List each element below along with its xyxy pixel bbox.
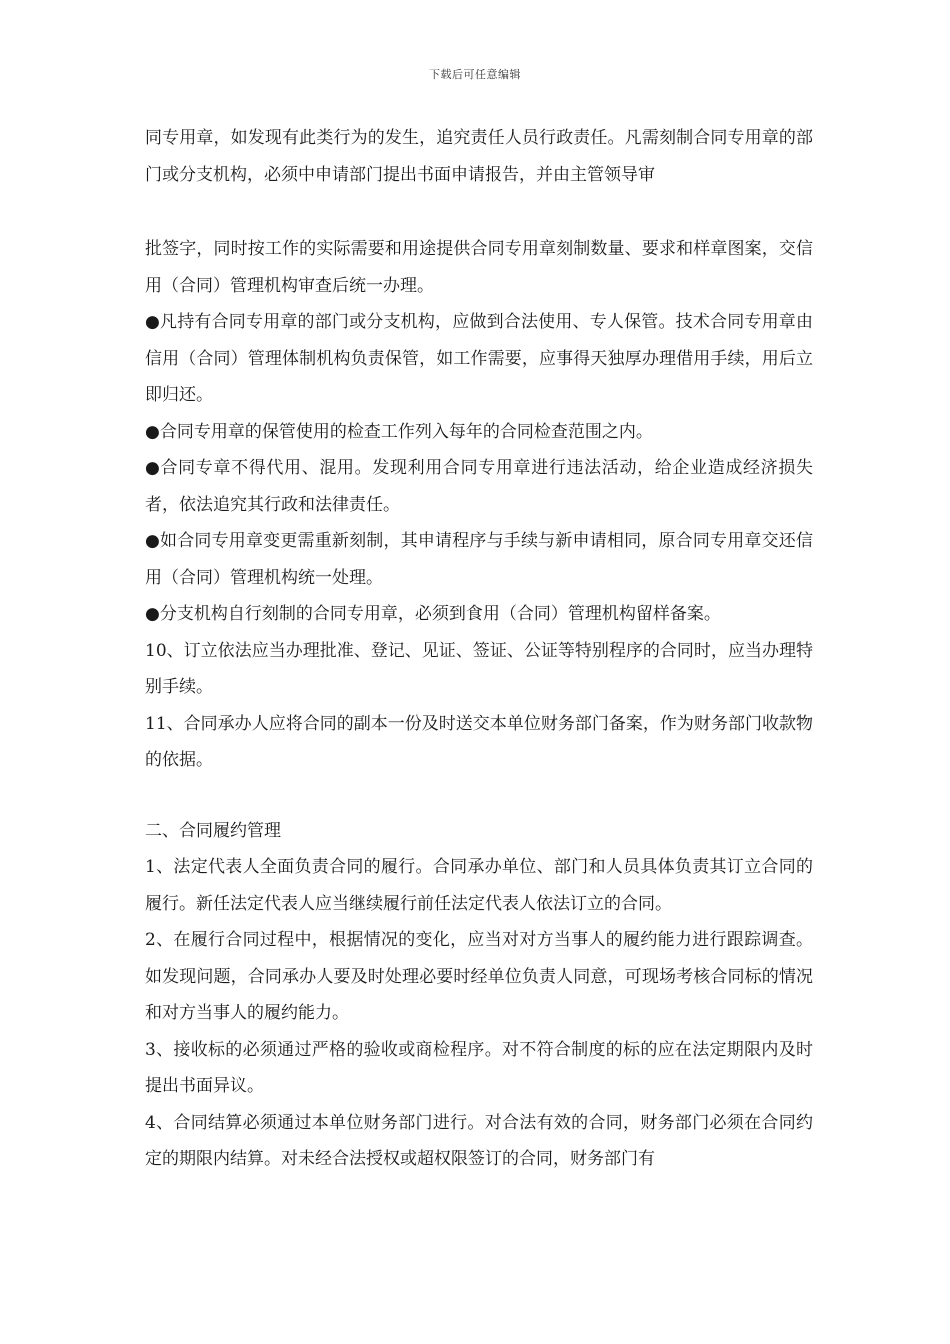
- bullet-seal-inspection: ●合同专用章的保管使用的检查工作列入每年的合同检查范围之内。: [145, 421, 653, 442]
- document-body: [145, 120, 813, 1178]
- paragraph-gap: [145, 193, 813, 231]
- paragraph-seal-approval: 批签字，同时按工作的实际需要和用途提供合同专用章刻制数量、要求和样章图案，交信用（合同）管理机构审查后统一办理。: [145, 239, 813, 296]
- item-10-special-procedure: 10、订立依法应当办理批准、登记、见证、签证、公证等特别程序的合同时，应当办理特别手续。: [145, 640, 813, 697]
- paragraph-seal-responsibility: 同专用章，如发现有此类行为的发生，追究责任人员行政责任。凡需刻制合同专用章的部门或分支机构，必须中申请部门提出书面申请报告，并由主管领导审: [145, 128, 813, 185]
- section-gap: [145, 779, 813, 813]
- bullet-seal-change: ●如合同专用章变更需重新刻制，其申请程序与手续与新申请相同，原合同专用章交还信用（合同）管理机构统一处理。: [145, 531, 813, 588]
- section-heading-performance: 二、合同履约管理: [145, 820, 281, 841]
- item-1-legal-representative: 1、法定代表人全面负责合同的履行。合同承办单位、部门和人员具体负责其订立合同的履行。新任法定代表人应当继续履行前任法定代表人依法订立的合同。: [145, 857, 813, 914]
- item-4-settlement: 4、合同结算必须通过本单位财务部门进行。对合法有效的合同，财务部门必须在合同约定的期限内结算。对未经合法授权或超权限签订的合同，财务部门有: [145, 1112, 813, 1169]
- bullet-seal-filing: ●分支机构自行刻制的合同专用章，必须到食用（合同）管理机构留样备案。: [145, 604, 721, 624]
- item-3-acceptance: 3、接收标的必须通过严格的验收或商检程序。对不符合制度的标的应在法定期限内及时提出书面异议。: [145, 1039, 813, 1096]
- bullet-seal-custody: ●凡持有合同专用章的部门或分支机构，应做到合法使用、专人保管。技术合同专用章由信用（合同）管理体制机构负责保管，如工作需要，应事得天独厚办理借用手续，用后立即归还。: [145, 312, 813, 405]
- bullet-seal-misuse: ●合同专章不得代用、混用。发现利用合同专用章进行违法活动，给企业造成经济损失者，依法追究其行政和法律责任。: [145, 458, 813, 515]
- item-11-copy-to-finance: 11、合同承办人应将合同的副本一份及时送交本单位财务部门备案，作为财务部门收款物的依据。: [145, 713, 813, 770]
- page-header: 下载后可任意编辑: [429, 68, 521, 81]
- item-2-tracking-investigation: 2、在履行合同过程中，根据情况的变化，应当对对方当事人的履约能力进行跟踪调查。如发现问题，合同承办人要及时处理必要时经单位负责人同意，可现场考核合同标的情况和对方当事人的履约能力。: [145, 930, 813, 1023]
